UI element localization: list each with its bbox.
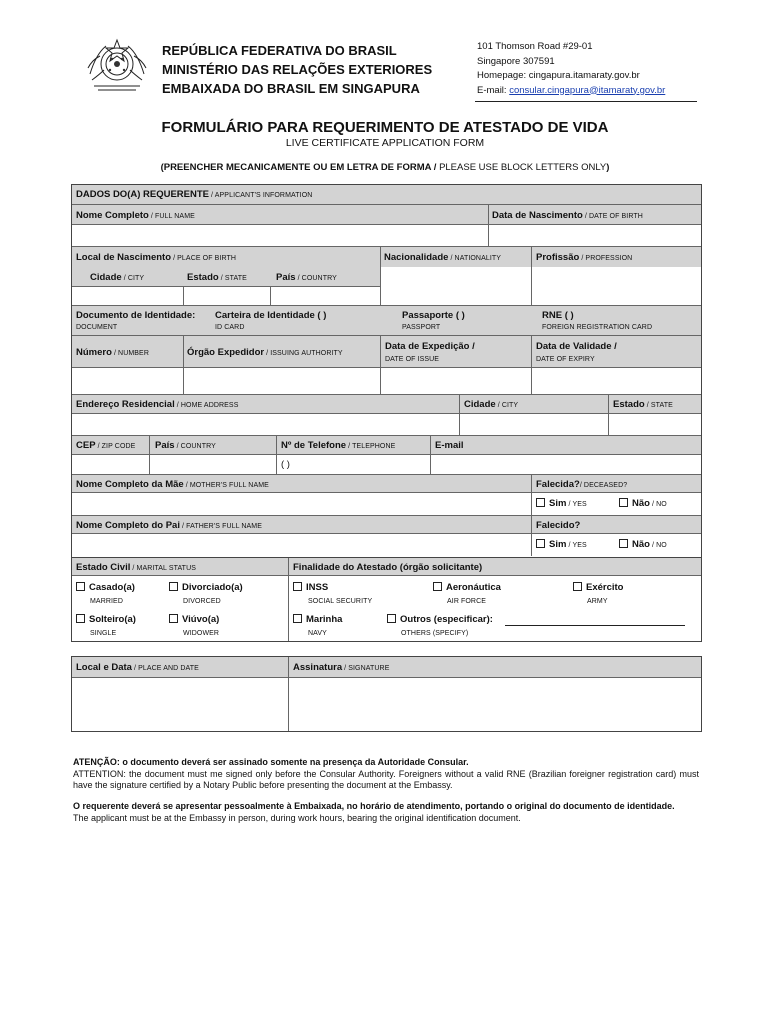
- instruction-en: PLEASE USE BLOCK LETTERS ONLY: [439, 162, 607, 173]
- address-line-2: Singapore 307591: [477, 55, 555, 67]
- marital-status-label: Estado Civil / MARITAL STATUS: [76, 562, 196, 573]
- email-field-label: E-mail: [435, 440, 464, 451]
- issuer-label: Órgão Expedidor / ISSUING AUTHORITY: [187, 347, 343, 358]
- dob-label: Data de Nascimento / DATE OF BIRTH: [492, 210, 643, 221]
- checkbox[interactable]: [619, 498, 628, 507]
- applicant-section-title: DADOS DO(A) REQUERENTE: [76, 189, 210, 200]
- profession-field[interactable]: [532, 267, 701, 305]
- passport-label-en: PASSPORT: [402, 324, 441, 331]
- cep-label: CEP / ZIP CODE: [76, 440, 136, 451]
- army-label-en: ARMY: [587, 598, 608, 605]
- divorced-option[interactable]: Divorciado(a): [169, 582, 243, 593]
- city-field[interactable]: [72, 287, 183, 305]
- email-field[interactable]: [431, 456, 701, 474]
- navy-option[interactable]: Marinha: [293, 614, 342, 625]
- single-option[interactable]: Solteiro(a): [76, 614, 136, 625]
- widower-option[interactable]: Viúvo(a): [169, 614, 219, 625]
- address-line-1: 101 Thomson Road #29-01: [477, 41, 593, 52]
- full-name-field[interactable]: [72, 226, 488, 247]
- email-label: E-mail:: [477, 84, 510, 96]
- married-label-en: MARRIED: [90, 598, 123, 605]
- instruction-text: [0, 162, 770, 173]
- expiry-date-label-en: DATE OF EXPIRY: [536, 356, 595, 363]
- applicant-section-header: [72, 185, 701, 205]
- address-field[interactable]: [72, 415, 459, 435]
- army-option[interactable]: Exército: [573, 582, 624, 593]
- page-subtitle: LIVE CERTIFICATE APPLICATION FORM: [285, 137, 485, 149]
- coat-of-arms-logo: [82, 34, 152, 98]
- checkbox[interactable]: [536, 498, 545, 507]
- header-contact: [477, 40, 665, 98]
- addr-state-label: Estado / STATE: [613, 399, 673, 410]
- header-line-2: MINISTÉRIO DAS RELAÇÕES EXTERIORES: [162, 62, 433, 77]
- rne-label-en: FOREIGN REGISTRATION CARD: [542, 324, 653, 331]
- expiry-date-label: Data de Validade /: [536, 341, 617, 352]
- nationality-label: Nacionalidade / NATIONALITY: [384, 252, 502, 263]
- others-label-en: OTHERS (SPECIFY): [401, 630, 469, 637]
- expiry-date-field[interactable]: [532, 369, 701, 394]
- instruction-close: ): [606, 162, 610, 173]
- divorced-label-en: DIVORCED: [183, 598, 221, 605]
- airforce-label-en: AIR FORCE: [447, 598, 487, 605]
- idcard-option[interactable]: Carteira de Identidade ( ): [215, 310, 327, 321]
- document-label-en: DOCUMENT: [76, 324, 118, 331]
- married-option[interactable]: Casado(a): [76, 582, 135, 593]
- page-title: FORMULÁRIO PARA REQUERIMENTO DE ATESTADO DE VIDA: [161, 119, 609, 136]
- issue-date-label-en: DATE OF ISSUE: [385, 356, 440, 363]
- airforce-option[interactable]: Aeronáutica: [433, 582, 501, 593]
- others-specify-field[interactable]: [505, 616, 685, 626]
- issue-date-field[interactable]: [381, 369, 531, 394]
- presence-en: The applicant must be at the Embassy in person, during work hours, bearing the original identification document.: [73, 812, 521, 823]
- country-field[interactable]: [271, 287, 380, 305]
- presence-pt: O requerente deverá se apresentar pessoalmente à Embaixada, no horário de atendimento, portando o original do documento de identidade.: [73, 801, 675, 811]
- attention-pt: ATENÇÃO: o documento deverá ser assinado somente na presença da Autoridade Consular.: [73, 757, 469, 767]
- number-label: Número / NUMBER: [76, 347, 149, 358]
- cep-country-label: País / COUNTRY: [155, 440, 216, 451]
- checkbox[interactable]: [293, 582, 302, 591]
- addr-city-label: Cidade / CITY: [464, 399, 519, 410]
- mother-deceased-label: Falecida?/ DECEASED?: [536, 479, 628, 490]
- father-label: Nome Completo do Pai / FATHER'S FULL NAME: [76, 520, 262, 531]
- state-label: Estado / STATE: [187, 272, 247, 283]
- homepage-text: Homepage: cingapura.itamaraty.gov.br: [477, 70, 640, 81]
- presence-note: [73, 801, 699, 824]
- checkbox[interactable]: [619, 539, 628, 548]
- number-field[interactable]: [72, 369, 183, 394]
- header-line-3: EMBAIXADA DO BRASIL EM SINGAPURA: [162, 81, 420, 96]
- profession-label: Profissão / PROFESSION: [536, 252, 633, 263]
- place-date-field[interactable]: [72, 679, 288, 731]
- signature-field[interactable]: [289, 679, 701, 731]
- checkbox[interactable]: [76, 582, 85, 591]
- addr-state-field[interactable]: [609, 415, 701, 435]
- city-label: Cidade / CITY: [90, 272, 145, 283]
- country-label: País / COUNTRY: [276, 272, 337, 283]
- attention-note: [73, 757, 699, 792]
- email-link[interactable]: consular.cingapura@itamaraty.gov.br: [509, 84, 666, 96]
- widower-label-en: WIDOWER: [183, 630, 220, 637]
- checkbox[interactable]: [76, 614, 85, 623]
- mother-name-field[interactable]: [72, 494, 531, 515]
- pob-label: Local de Nascimento / PLACE OF BIRTH: [76, 252, 237, 263]
- applicant-section-title-en: / APPLICANT'S INFORMATION: [209, 192, 313, 199]
- inss-label-en: SOCIAL SECURITY: [308, 598, 373, 605]
- phone-field[interactable]: ( ): [281, 459, 290, 470]
- father-deceased-label: Falecido?: [536, 520, 581, 531]
- issuer-field[interactable]: [184, 369, 380, 394]
- document-label: Documento de Identidade:: [76, 310, 196, 321]
- dob-field[interactable]: [489, 226, 701, 247]
- place-date-label: Local e Data / PLACE AND DATE: [76, 662, 199, 673]
- instruction-pt: (PREENCHER MECANICAMENTE OU EM LETRA DE FORMA /: [160, 162, 440, 173]
- mother-yes-option[interactable]: Sim / YES: [536, 498, 587, 509]
- checkbox[interactable]: [573, 582, 582, 591]
- checkbox[interactable]: [387, 614, 396, 623]
- attention-en: ATTENTION: the document must me signed only before the Consular Authority. Foreigners without a valid RNE (Brazilian foreigner registration card) must have the signature certified by a Notary Public before presenting the document at the Embassy.: [73, 768, 699, 790]
- checkbox[interactable]: [169, 582, 178, 591]
- checkbox[interactable]: [536, 539, 545, 548]
- header-line-1: REPÚBLICA FEDERATIVA DO BRASIL: [162, 43, 397, 58]
- address-label: Endereço Residencial / HOME ADDRESS: [76, 399, 239, 410]
- issue-date-label: Data de Expedição /: [385, 341, 475, 352]
- cep-country-field[interactable]: [150, 456, 276, 474]
- full-name-label: Nome Completo / FULL NAME: [76, 210, 195, 221]
- checkbox[interactable]: [169, 614, 178, 623]
- passport-option[interactable]: Passaporte ( ): [402, 310, 465, 321]
- header-institution: [162, 41, 432, 98]
- checkbox[interactable]: [433, 582, 442, 591]
- email-line: [477, 84, 665, 99]
- addr-city-field[interactable]: [460, 415, 608, 435]
- navy-label-en: NAVY: [308, 630, 327, 637]
- checkbox[interactable]: [293, 614, 302, 623]
- state-field[interactable]: [184, 287, 270, 305]
- single-label-en: SINGLE: [90, 630, 117, 637]
- father-name-field[interactable]: [72, 535, 531, 556]
- father-no-option[interactable]: Não / NO: [619, 539, 667, 550]
- rne-option[interactable]: RNE ( ): [542, 310, 574, 321]
- mother-no-option[interactable]: Não / NO: [619, 498, 667, 509]
- purpose-label: Finalidade do Atestado (órgão solicitante): [293, 562, 483, 573]
- inss-option[interactable]: INSS: [293, 582, 328, 593]
- mother-label: Nome Completo da Mãe / MOTHER'S FULL NAME: [76, 479, 269, 490]
- idcard-label-en: ID CARD: [215, 324, 245, 331]
- header-divider: [475, 101, 697, 102]
- signature-label: Assinatura / SIGNATURE: [293, 662, 390, 673]
- phone-label: Nº de Telefone / TELEPHONE: [281, 440, 396, 451]
- father-yes-option[interactable]: Sim / YES: [536, 539, 587, 550]
- cep-field[interactable]: [72, 456, 149, 474]
- others-option[interactable]: Outros (especificar):: [387, 614, 493, 625]
- nationality-field[interactable]: [381, 267, 531, 305]
